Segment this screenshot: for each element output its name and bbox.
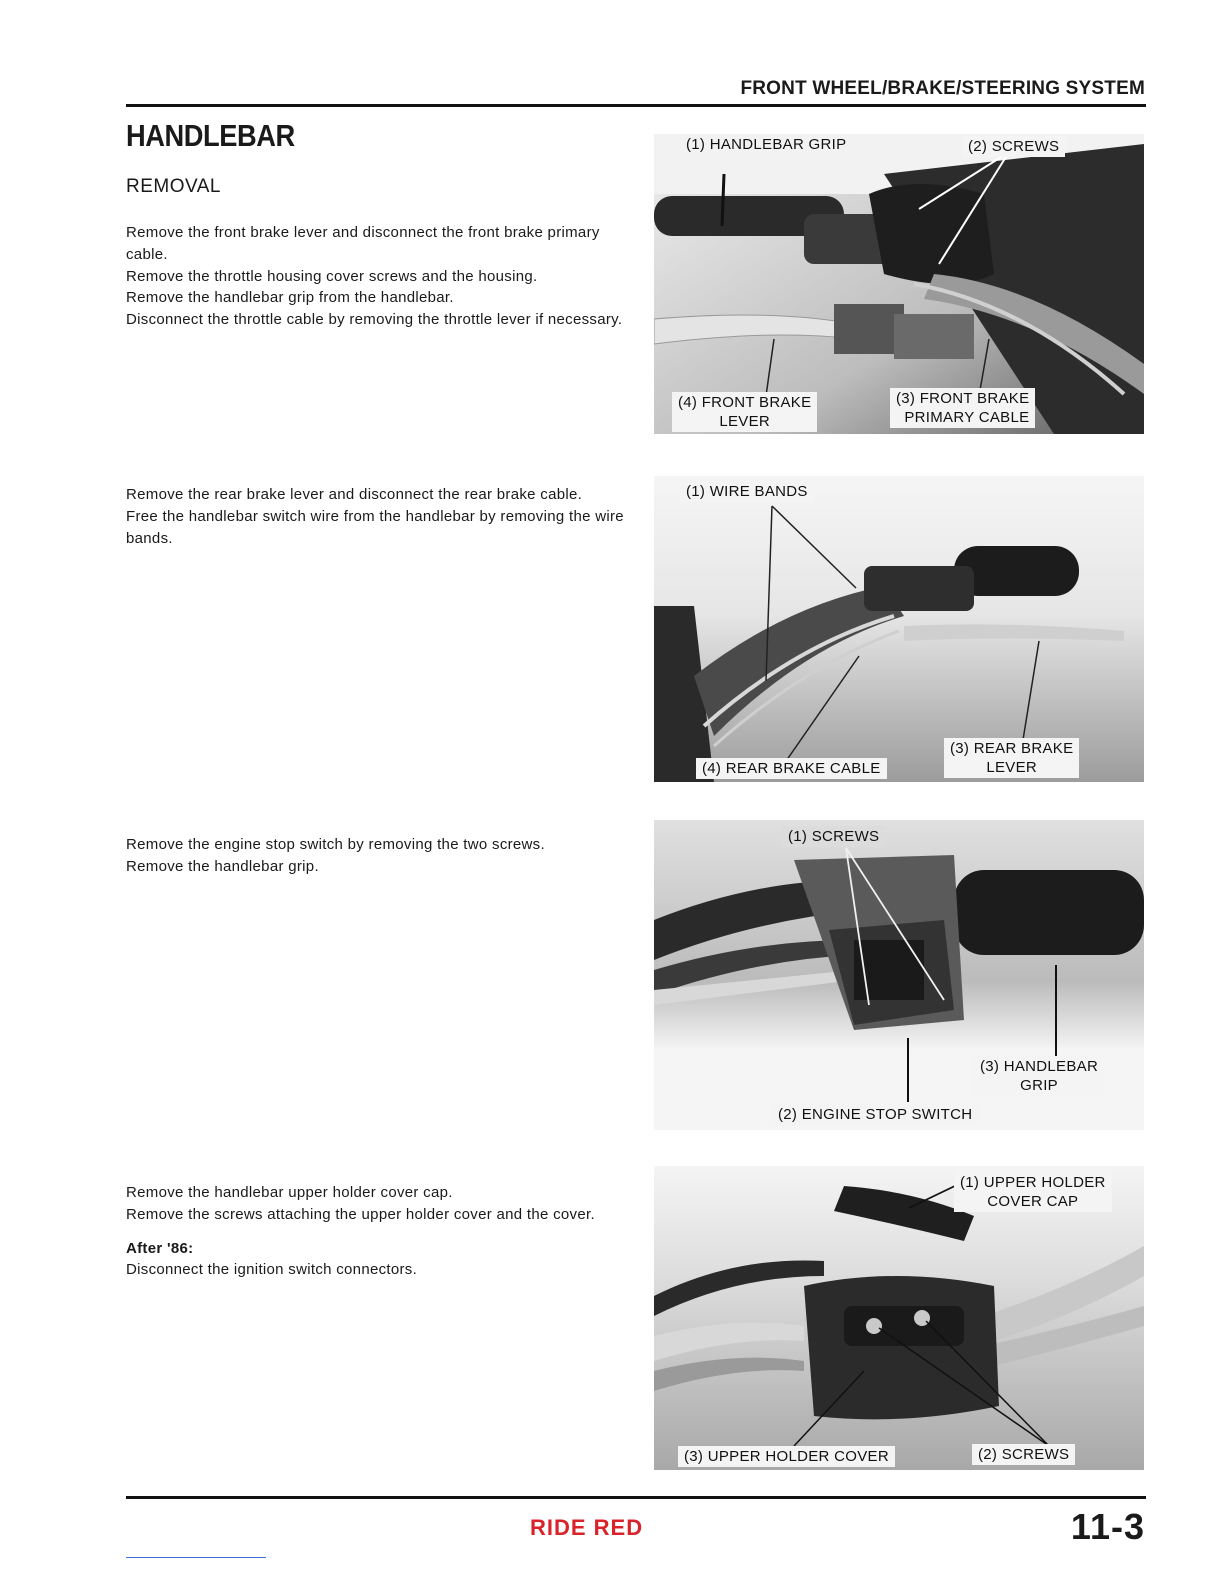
step-1-line-3: Remove the handlebar grip from the handlebar. — [126, 289, 454, 307]
figure-4-label-upper-holder-cover: (3) UPPER HOLDER COVER — [678, 1446, 895, 1467]
figure-1-label-handlebar-grip: (1) HANDLEBAR GRIP — [680, 134, 852, 155]
subsection-title: REMOVAL — [126, 176, 222, 197]
footer-brand-logo: RIDE RED — [530, 1515, 644, 1540]
figure-4-label-screws: (2) SCREWS — [972, 1444, 1075, 1465]
figure-1-label-front-brake-lever-line-1: (4) FRONT BRAKE — [678, 394, 812, 411]
figure-2-label-rear-brake-lever-line-1: (3) REAR BRAKE — [950, 740, 1074, 757]
figure-2-illustration — [654, 476, 1144, 782]
figure-2-label-wire-bands: (1) WIRE BANDS — [680, 481, 814, 502]
figure-1-label-screws: (2) SCREWS — [962, 136, 1065, 157]
step-4-note-heading: After '86: — [126, 1239, 194, 1257]
figure-4-label-upper-holder-cover-cap — [954, 1172, 1112, 1212]
figure-2-photo — [654, 476, 1144, 782]
step-4-line-1: Remove the handlebar upper holder cover cap. — [126, 1184, 453, 1201]
page-link-underline — [126, 1557, 266, 1558]
figure-2-label-rear-brake-lever-line-2: LEVER — [986, 759, 1038, 776]
footer-rule — [126, 1496, 1146, 1499]
figure-1-label-front-brake-primary-cable-line-2: PRIMARY CABLE — [904, 409, 1030, 426]
step-3-text — [126, 834, 638, 878]
step-1-text — [126, 222, 638, 331]
section-title: HANDLEBAR — [126, 118, 295, 153]
step-4-text — [126, 1182, 638, 1281]
figure-1-label-front-brake-lever-line-2: LEVER — [719, 413, 771, 430]
figure-1-label-front-brake-primary-cable — [890, 388, 1035, 428]
figure-3-label-screws: (1) SCREWS — [782, 826, 885, 847]
figure-1-label-front-brake-lever — [672, 392, 817, 432]
figure-3-label-handlebar-grip-line-1: (3) HANDLEBAR — [980, 1058, 1099, 1075]
step-2-line-1: Remove the rear brake lever and disconnect the rear brake cable. — [126, 486, 583, 503]
figure-4-label-upper-holder-cover-cap-line-1: (1) UPPER HOLDER — [960, 1174, 1106, 1191]
figure-1-label-front-brake-primary-cable-line-1: (3) FRONT BRAKE — [896, 390, 1030, 407]
figure-4-photo — [654, 1166, 1144, 1470]
figure-3-label-engine-stop-switch: (2) ENGINE STOP SWITCH — [772, 1104, 978, 1125]
figure-4-label-upper-holder-cover-cap-line-2: COVER CAP — [987, 1193, 1079, 1210]
step-2-text — [126, 484, 638, 549]
step-1-line-4: Disconnect the throttle cable by removing the throttle lever if necessary. — [126, 311, 623, 329]
header-rule — [126, 104, 1146, 107]
figure-3-label-handlebar-grip — [974, 1056, 1104, 1096]
step-4-line-2: Remove the screws attaching the upper holder cover and the cover. — [126, 1205, 595, 1223]
step-4-note-line-1: Disconnect the ignition switch connectors. — [126, 1261, 418, 1279]
step-1-line-1: Remove the front brake lever and disconnect the front brake primary cable. — [126, 224, 600, 263]
figure-2-label-rear-brake-lever — [944, 738, 1079, 778]
figure-3-label-handlebar-grip-line-2: GRIP — [1020, 1077, 1058, 1094]
step-3-line-2: Remove the handlebar grip. — [126, 857, 319, 875]
figure-2-label-rear-brake-cable: (4) REAR BRAKE CABLE — [696, 758, 887, 779]
step-3-line-1: Remove the engine stop switch by removing the two screws. — [126, 836, 545, 853]
figure-3-photo — [654, 820, 1144, 1130]
step-2-line-2: Free the handlebar switch wire from the handlebar by removing the wire bands. — [126, 507, 624, 547]
figure-1-photo — [654, 134, 1144, 434]
page-number: 11-3 — [1070, 1506, 1145, 1547]
page-header-title: FRONT WHEEL/BRAKE/STEERING SYSTEM — [740, 78, 1145, 99]
step-1-line-2: Remove the throttle housing cover screws and the housing. — [126, 267, 538, 285]
